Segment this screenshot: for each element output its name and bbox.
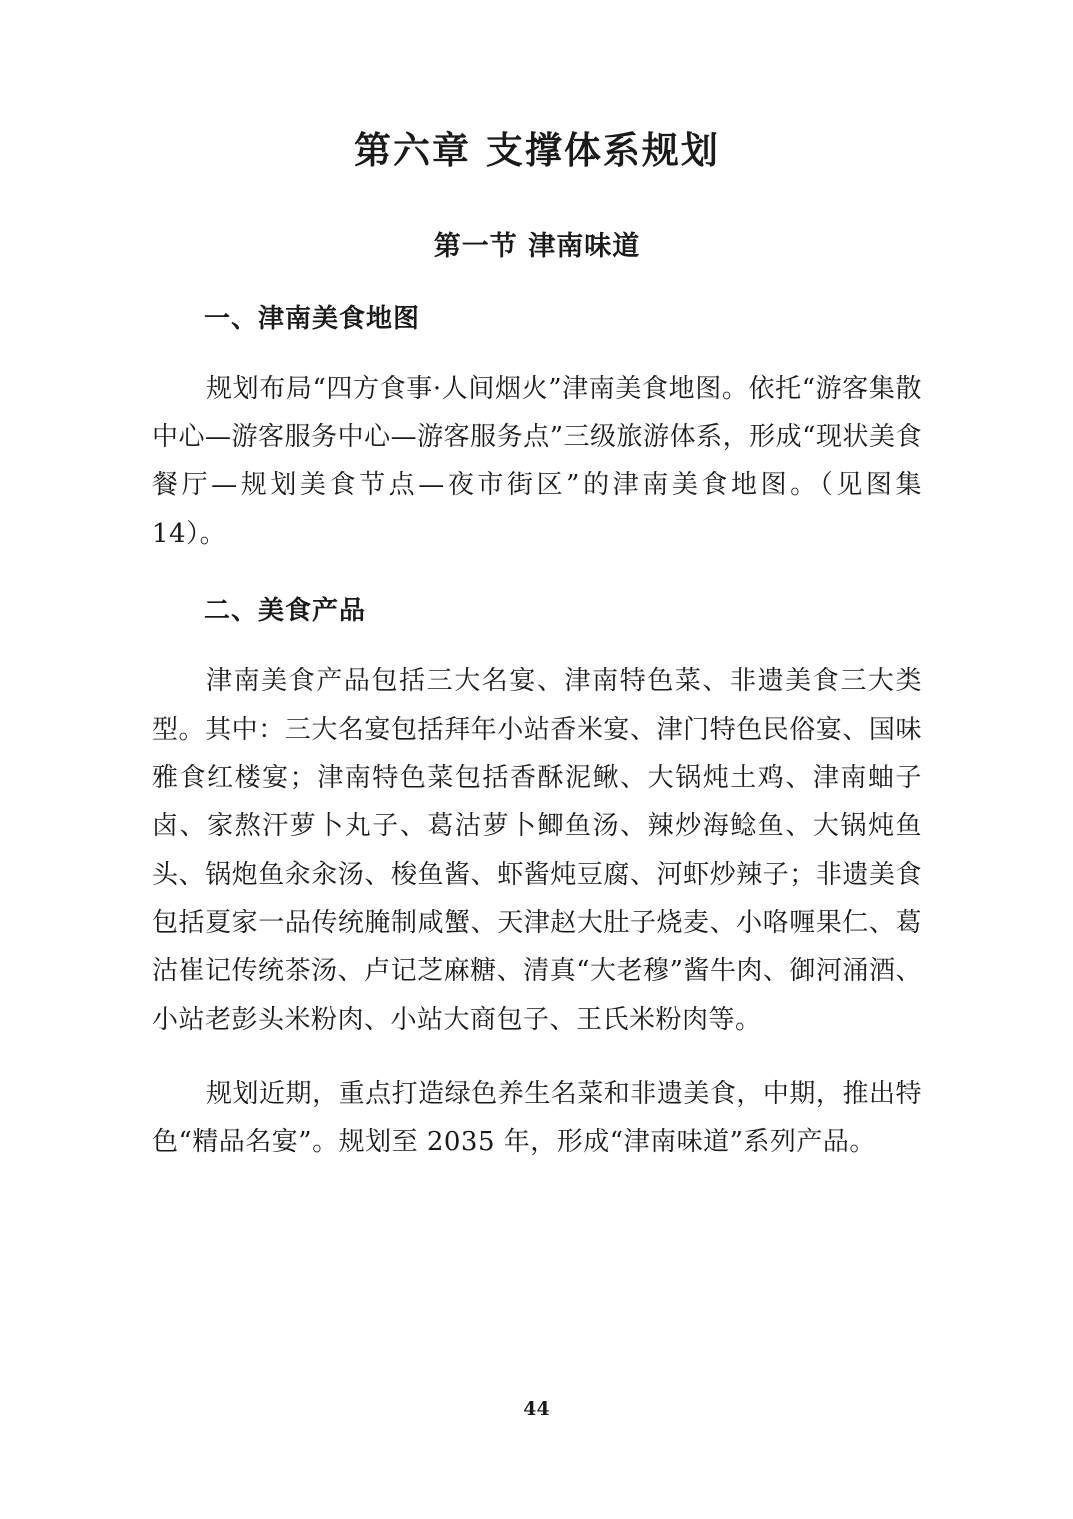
subsection-title-food-map: 一、津南美食地图 [204, 303, 421, 334]
section-title: 第一节 津南味道 [433, 230, 641, 262]
page-number: 44 [523, 1398, 550, 1420]
page-content [152, 0, 922, 1193]
chapter-title: 第六章 支撑体系规划 [354, 128, 720, 172]
paragraph-food-map: 规划布局“四方食事·人间烟火”津南美食地图。依托“游客集散中心—游客服务中心—游客服务点”三级旅游体系，形成“现状美食餐厅—规划美食节点—夜市街区”的津南美食地图。（见图集 14）。 [152, 373, 922, 549]
paragraph-planning-phases: 规划近期，重点打造绿色养生名菜和非遗美食，中期，推出特色“精品名宴”。规划至 2035 年，形成“津南味道”系列产品。 [152, 1079, 922, 1158]
paragraph-food-products: 津南美食产品包括三大名宴、津南特色菜、非遗美食三大类型。其中：三大名宴包括拜年小站香米宴、津门特色民俗宴、国味雅食红楼宴；津南特色菜包括香酥泥鳅、大锅炖土鸡、津南蚰子卤、家熬汗萝卜丸子、葛沽萝卜鲫鱼汤、辣炒海鲶鱼、大锅炖鱼头、锅炮鱼汆汆汤、梭鱼酱、虾酱炖豆腐、河虾炒辣子；非遗美食包括夏家一品传统腌制咸蟹、天津赵大肚子烧麦、小咯喱果仁、葛沽崔记传统茶汤、卢记芝麻糖、清真“大老穆”酱牛肉、御河涌酒、小站老彭头米粉肉、小站大商包子、王氏米粉肉等。 [152, 666, 922, 1035]
subsection-title-food-products: 二、美食产品 [204, 596, 367, 627]
